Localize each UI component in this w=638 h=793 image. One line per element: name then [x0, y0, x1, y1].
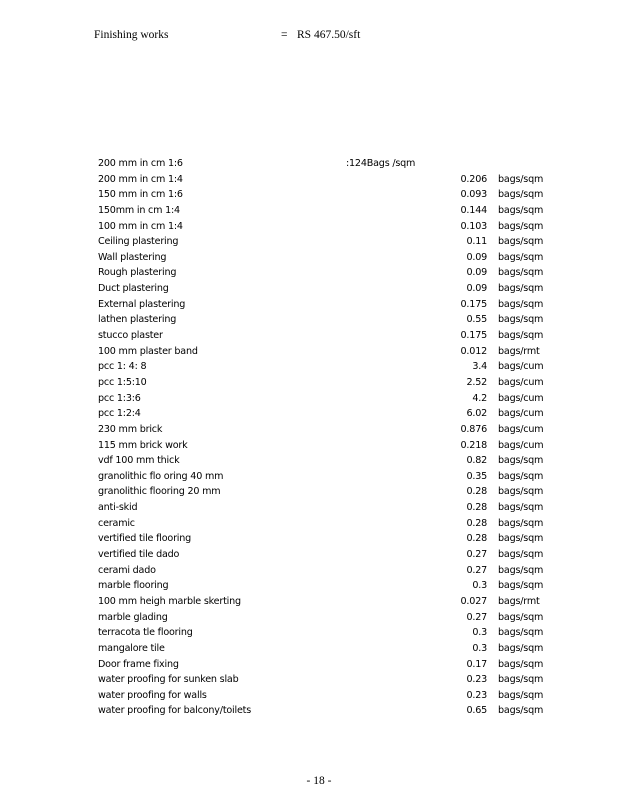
row-description: granolithic flo oring 40 mm [98, 470, 224, 482]
row-description: pcc 1:3:6 [98, 392, 141, 404]
row-description: ceramic [98, 517, 135, 529]
row-unit: bags/sqm [498, 486, 544, 498]
header-equals: = [281, 29, 288, 41]
row-unit: bags/cum [498, 361, 544, 373]
row-quantity: 0.23 [466, 689, 487, 701]
row-unit: bags/sqm [498, 674, 544, 686]
row-description: 150 mm in cm 1:6 [98, 189, 183, 201]
row-description: 200 mm in cm 1:6 [98, 158, 183, 169]
table-row [0, 281, 638, 297]
row-description: pcc 1:5:10 [98, 376, 147, 388]
row-description: marble glading [98, 611, 168, 623]
material-table [0, 156, 638, 719]
table-row [0, 688, 638, 704]
row-inline-value: :124Bags /sqm [346, 158, 416, 169]
table-row [0, 406, 638, 422]
table-row [0, 187, 638, 203]
row-quantity: 0.09 [466, 267, 487, 279]
table-row [0, 375, 638, 391]
row-quantity: 6.02 [466, 408, 487, 420]
row-quantity: 4.2 [472, 392, 487, 404]
row-unit: bags/sqm [498, 455, 544, 467]
table-row [0, 391, 638, 407]
row-unit: bags/sqm [498, 173, 544, 185]
table-row [0, 547, 638, 563]
row-description: lathen plastering [98, 314, 177, 326]
table-row [0, 219, 638, 235]
row-unit: bags/sqm [498, 533, 544, 545]
row-description: Duct plastering [98, 283, 169, 295]
row-description: mangalore tile [98, 642, 165, 654]
row-unit: bags/sqm [498, 189, 544, 201]
row-unit: bags/sqm [498, 611, 544, 623]
row-quantity: 0.23 [466, 674, 487, 686]
row-unit: bags/sqm [498, 502, 544, 514]
row-quantity: 0.3 [472, 642, 487, 654]
table-row [0, 469, 638, 485]
row-unit: bags/sqm [498, 298, 544, 310]
row-unit: bags/sqm [498, 236, 544, 248]
row-quantity: 0.17 [466, 658, 487, 670]
row-unit: bags/sqm [498, 642, 544, 654]
row-description: Ceiling plastering [98, 236, 179, 248]
row-unit: bags/sqm [498, 470, 544, 482]
row-quantity: 0.09 [466, 251, 487, 263]
row-unit: bags/sqm [498, 314, 544, 326]
row-description: 100 mm in cm 1:4 [98, 220, 183, 232]
row-unit: bags/cum [498, 408, 544, 420]
row-quantity: 0.175 [460, 330, 487, 342]
row-quantity: 0.3 [472, 627, 487, 639]
table-row [0, 453, 638, 469]
table-row [0, 265, 638, 281]
table-row [0, 203, 638, 219]
row-quantity: 0.82 [466, 455, 487, 467]
row-description: vertified tile flooring [98, 533, 192, 545]
row-description: 230 mm brick [98, 423, 163, 435]
page-number: - 18 - [306, 775, 332, 787]
row-unit: bags/rmt [498, 595, 540, 607]
row-quantity: 0.218 [460, 439, 487, 451]
header-value: RS 467.50/sft [297, 29, 361, 41]
row-quantity: 0.11 [466, 236, 487, 248]
table-row [0, 516, 638, 532]
row-quantity: 0.55 [466, 314, 487, 326]
row-unit: bags/cum [498, 376, 544, 388]
row-quantity: 0.093 [460, 189, 487, 201]
table-row [0, 563, 638, 579]
table-row [0, 156, 638, 172]
row-quantity: 0.28 [466, 502, 487, 514]
row-quantity: 0.28 [466, 533, 487, 545]
table-row [0, 610, 638, 626]
row-description: pcc 1: 4: 8 [98, 361, 147, 373]
row-unit: bags/cum [498, 439, 544, 451]
row-description: pcc 1:2:4 [98, 408, 141, 420]
row-unit: bags/cum [498, 423, 544, 435]
row-quantity: 0.27 [466, 549, 487, 561]
row-unit: bags/sqm [498, 658, 544, 670]
table-row [0, 234, 638, 250]
row-description: marble flooring [98, 580, 169, 592]
row-unit: bags/sqm [498, 283, 544, 295]
row-quantity: 0.3 [472, 580, 487, 592]
row-unit: bags/sqm [498, 267, 544, 279]
row-description: 200 mm in cm 1:4 [98, 173, 183, 185]
row-quantity: 0.144 [460, 204, 487, 216]
row-description: 115 mm brick work [98, 439, 188, 451]
row-unit: bags/sqm [498, 580, 544, 592]
row-description: 100 mm plaster band [98, 345, 198, 357]
row-description: terracota tle flooring [98, 627, 193, 639]
row-description: water proofing for balcony/toilets [98, 705, 252, 717]
table-row [0, 531, 638, 547]
row-quantity: 3.4 [472, 361, 487, 373]
row-unit: bags/sqm [498, 204, 544, 216]
row-unit: bags/sqm [498, 689, 544, 701]
row-unit: bags/sqm [498, 549, 544, 561]
row-description: water proofing for walls [98, 689, 207, 701]
row-quantity: 0.28 [466, 517, 487, 529]
row-quantity: 0.35 [466, 470, 487, 482]
row-unit: bags/rmt [498, 345, 540, 357]
table-row [0, 172, 638, 188]
table-row [0, 625, 638, 641]
row-description: External plastering [98, 298, 186, 310]
row-quantity: 0.09 [466, 283, 487, 295]
table-row [0, 703, 638, 719]
row-description: vdf 100 mm thick [98, 455, 180, 467]
row-description: Door frame fixing [98, 658, 179, 670]
row-description: 100 mm heigh marble skerting [98, 595, 241, 607]
table-row [0, 328, 638, 344]
row-unit: bags/sqm [498, 330, 544, 342]
page-header [0, 29, 638, 45]
row-unit: bags/sqm [498, 517, 544, 529]
row-unit: bags/cum [498, 392, 544, 404]
row-quantity: 0.27 [466, 564, 487, 576]
table-row [0, 500, 638, 516]
row-description: Rough plastering [98, 267, 177, 279]
row-description: anti-skid [98, 502, 138, 514]
table-row [0, 297, 638, 313]
table-row [0, 312, 638, 328]
table-row [0, 578, 638, 594]
table-row [0, 484, 638, 500]
row-quantity: 0.28 [466, 486, 487, 498]
table-row [0, 594, 638, 610]
row-description: vertified tile dado [98, 549, 180, 561]
row-quantity: 0.27 [466, 611, 487, 623]
row-description: granolithic flooring 20 mm [98, 486, 221, 498]
table-row [0, 657, 638, 673]
row-unit: bags/sqm [498, 251, 544, 263]
table-row [0, 250, 638, 266]
row-quantity: 0.65 [466, 705, 487, 717]
row-quantity: 0.206 [460, 173, 487, 185]
table-row [0, 438, 638, 454]
row-description: 150mm in cm 1:4 [98, 204, 180, 216]
row-quantity: 0.175 [460, 298, 487, 310]
table-row [0, 672, 638, 688]
row-description: Wall plastering [98, 251, 167, 263]
row-unit: bags/sqm [498, 627, 544, 639]
row-quantity: 0.012 [460, 345, 487, 357]
header-label: Finishing works [94, 29, 169, 41]
row-unit: bags/sqm [498, 564, 544, 576]
row-description: water proofing for sunken slab [98, 674, 239, 686]
row-quantity: 0.027 [460, 595, 487, 607]
row-unit: bags/sqm [498, 220, 544, 232]
row-description: cerami dado [98, 564, 156, 576]
table-row [0, 344, 638, 360]
row-quantity: 0.103 [460, 220, 487, 232]
row-quantity: 0.876 [460, 423, 487, 435]
table-row [0, 359, 638, 375]
table-row [0, 641, 638, 657]
row-quantity: 2.52 [466, 376, 487, 388]
row-unit: bags/sqm [498, 705, 544, 717]
table-row [0, 422, 638, 438]
row-description: stucco plaster [98, 330, 163, 342]
